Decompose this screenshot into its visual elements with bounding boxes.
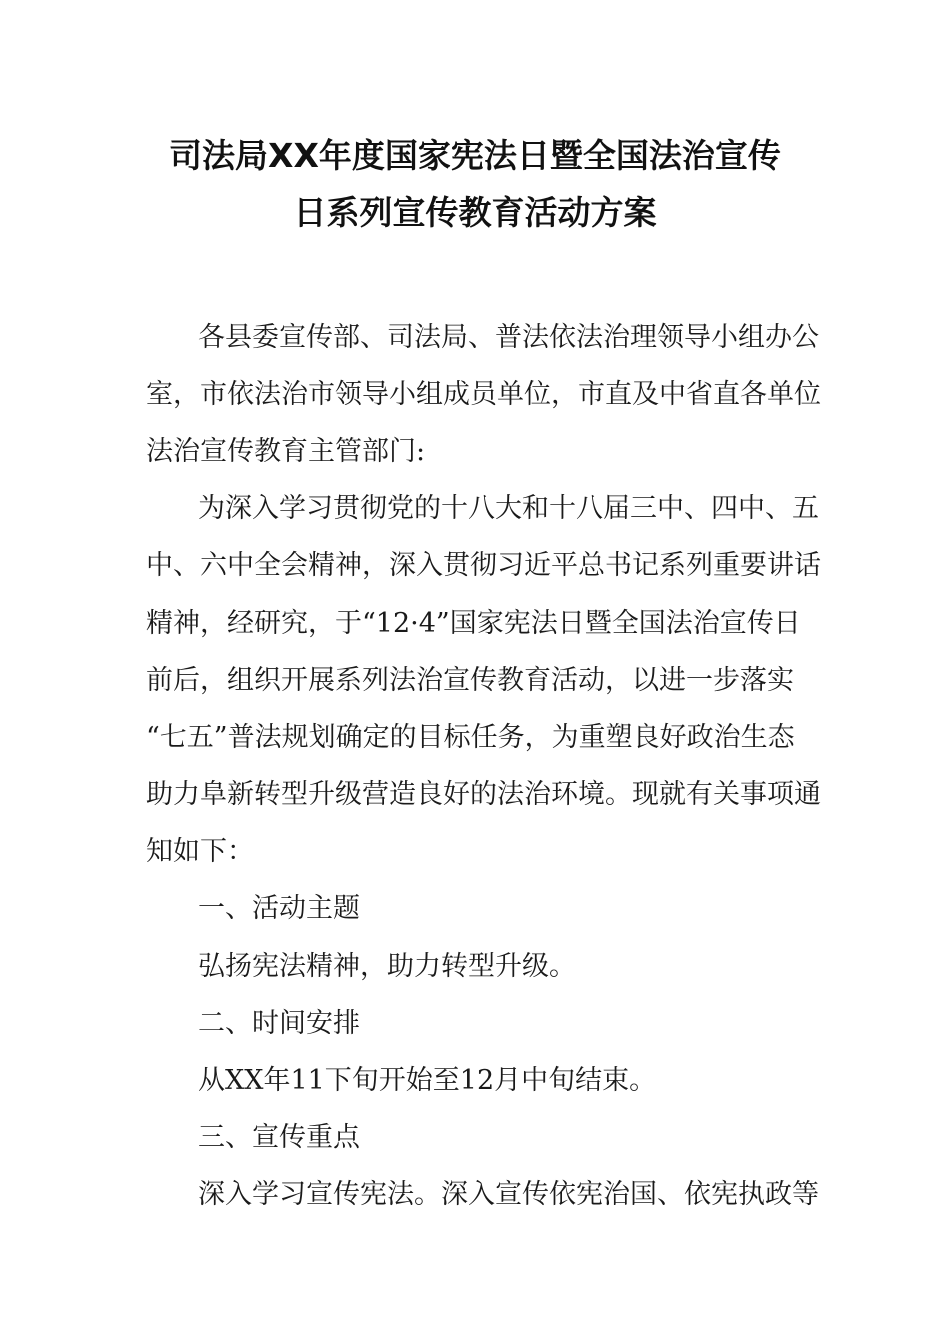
paragraph-line: “七五”普法规划确定的目标任务，为重塑良好政治生态: [146, 722, 795, 753]
section-heading: 二、时间安排: [198, 1008, 360, 1039]
paragraph-line: 室，市依法治市领导小组成员单位，市直及中省直各单位: [146, 379, 821, 410]
paragraph-line: 从XX年11下旬开始至12月中旬结束。: [198, 1065, 657, 1096]
paragraph-line: 精神，经研究，于“12·4”国家宪法日暨全国法治宣传日: [146, 608, 801, 639]
paragraph-line: 前后，组织开展系列法治宣传教育活动，以进一步落实: [146, 665, 794, 696]
section-heading: 一、活动主题: [198, 893, 360, 924]
paragraph-line: 各县委宣传部、司法局、普法依法治理领导小组办公: [198, 322, 819, 353]
document-title-line-1: 司法局XX年度国家宪法日暨全国法治宣传: [169, 136, 781, 175]
paragraph-line: 深入学习宣传宪法。深入宣传依宪治国、依宪执政等: [198, 1179, 819, 1210]
section-heading: 三、宣传重点: [198, 1122, 360, 1153]
paragraph-line: 弘扬宪法精神，助力转型升级。: [198, 951, 576, 982]
paragraph-line: 知如下：: [146, 836, 254, 867]
document-title-line-2: 日系列宣传教育活动方案: [293, 193, 657, 232]
paragraph-line: 法治宣传教育主管部门:: [146, 436, 426, 467]
paragraph-line: 中、六中全会精神，深入贯彻习近平总书记系列重要讲话: [146, 550, 821, 581]
paragraph-line: 助力阜新转型升级营造良好的法治环境。现就有关事项通: [146, 779, 821, 810]
paragraph-line: 为深入学习贯彻党的十八大和十八届三中、四中、五: [198, 493, 819, 524]
